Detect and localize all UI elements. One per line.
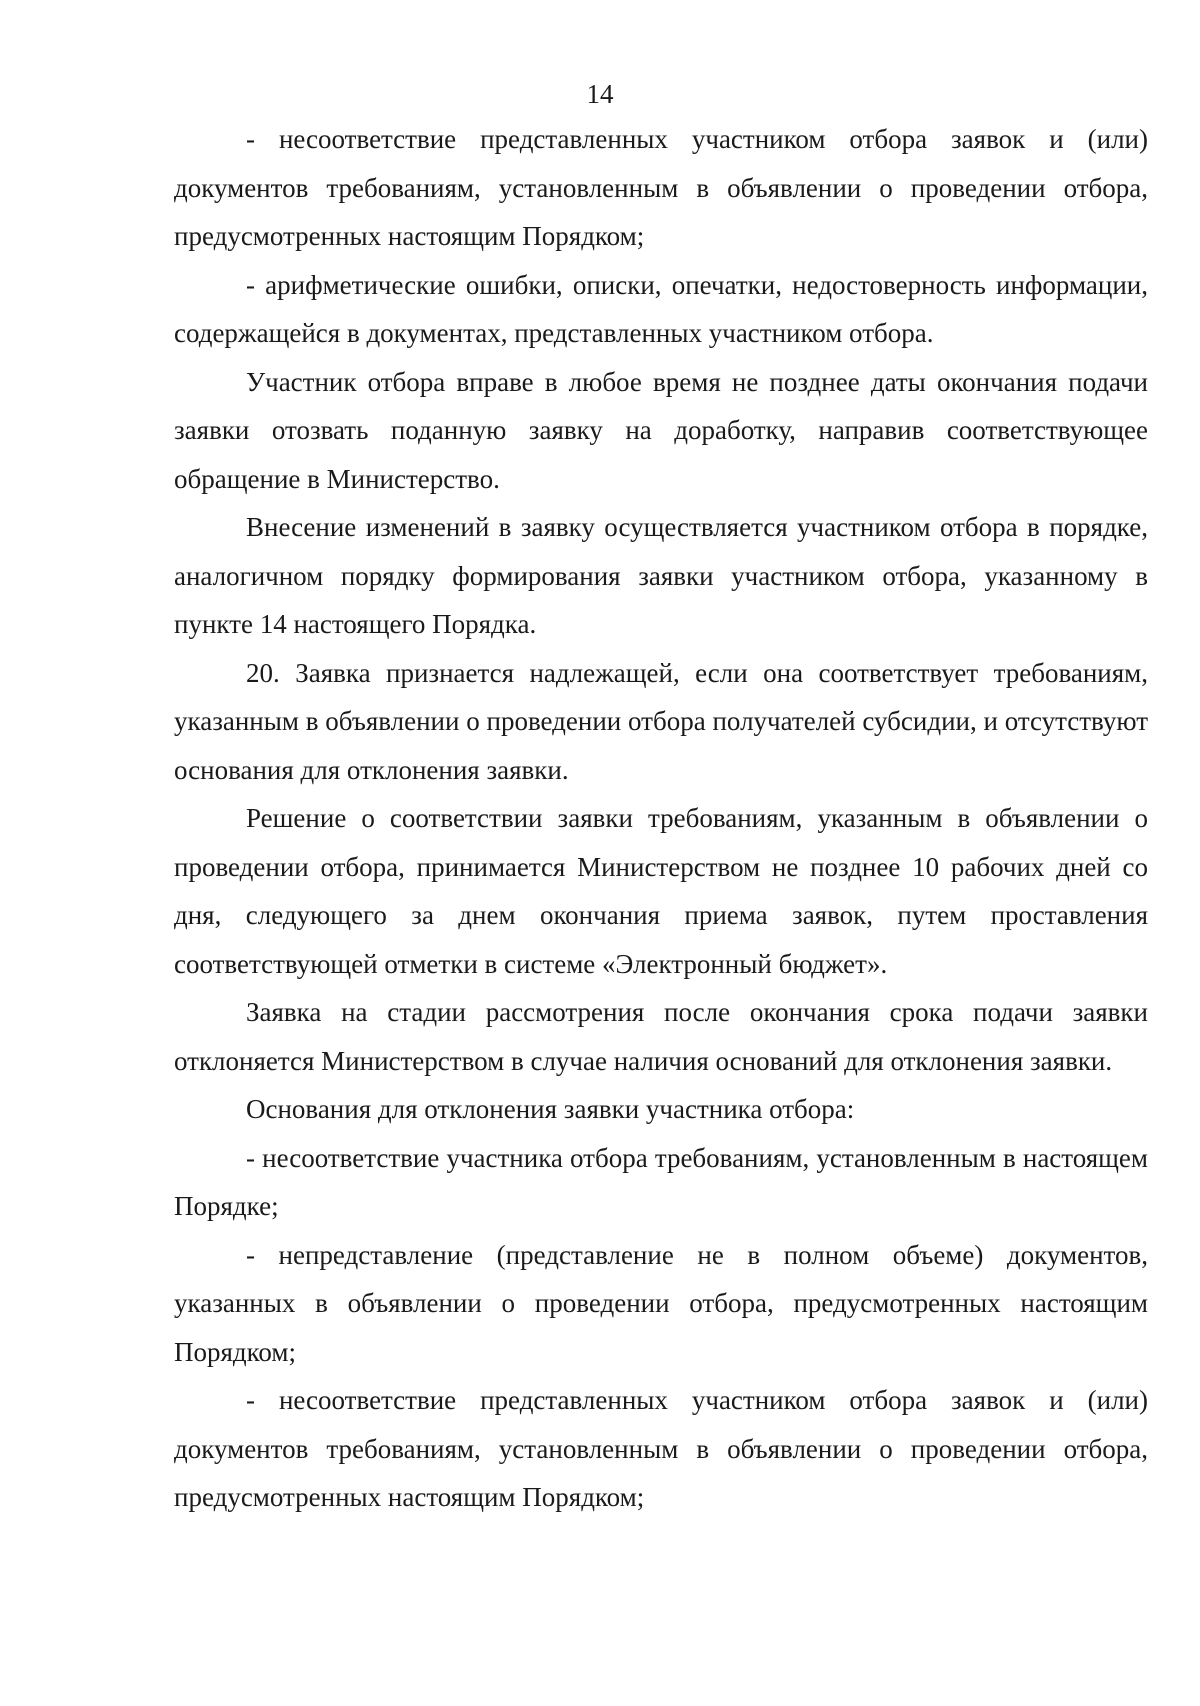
- paragraph-3: Участник отбора вправе в любое время не позднее даты окончания подачи заявки отозвать поданную заявку на доработку, направив соответствующее обращение в Министерство.: [174, 366, 1148, 494]
- page-number: 14: [586, 79, 614, 109]
- paragraph-6: Решение о соответствии заявки требованиям, указанным в объявлении о проведении отбора, принимается Министерством не позднее 10 рабочих дней со дня, следующего за днем окончания приема заявок, путем проставления соответствующей отметки в системе «Электронный бюджет».: [174, 803, 1148, 979]
- paragraph-2: - арифметические ошибки, описки, опечатки, недостоверность информации, содержащейся в документах, представленных участником отбора.: [174, 269, 1148, 348]
- paragraph-11: - несоответствие представленных участником отбора заявок и (или) документов требованиям, установленным в объявлении о проведении отбора, предусмотренных настоящим Порядком;: [174, 1385, 1148, 1512]
- paragraph-4: Внесение изменений в заявку осуществляется участником отбора в порядке, аналогичном порядку формирования заявки участником отбора, указанному в пункте 14 настоящего Порядка.: [174, 512, 1148, 639]
- paragraph-5: 20. Заявка признается надлежащей, если она соответствует требованиям, указанным в объявлении о проведении отбора получателей субсидии, и отсутствуют основания для отклонения заявки.: [174, 657, 1148, 785]
- paragraph-1: - несоответствие представленных участником отбора заявок и (или) документов требованиям, установленным в объявлении о проведении отбора, предусмотренных настоящим Порядком;: [174, 124, 1148, 251]
- paragraph-7: Заявка на стадии рассмотрения после окончания срока подачи заявки отклоняется Министерством в случае наличия оснований для отклонения заявки.: [174, 997, 1148, 1076]
- paragraph-10: - непредставление (представление не в полном объеме) документов, указанных в объявлении о проведении отбора, предусмотренных настоящим Порядком;: [174, 1239, 1148, 1367]
- paragraph-8: Основания для отклонения заявки участника отбора:: [246, 1094, 855, 1124]
- document-body: [174, 115, 1148, 1522]
- paragraph-9: - несоответствие участника отбора требованиям, установленным в настоящем Порядке;: [174, 1142, 1148, 1221]
